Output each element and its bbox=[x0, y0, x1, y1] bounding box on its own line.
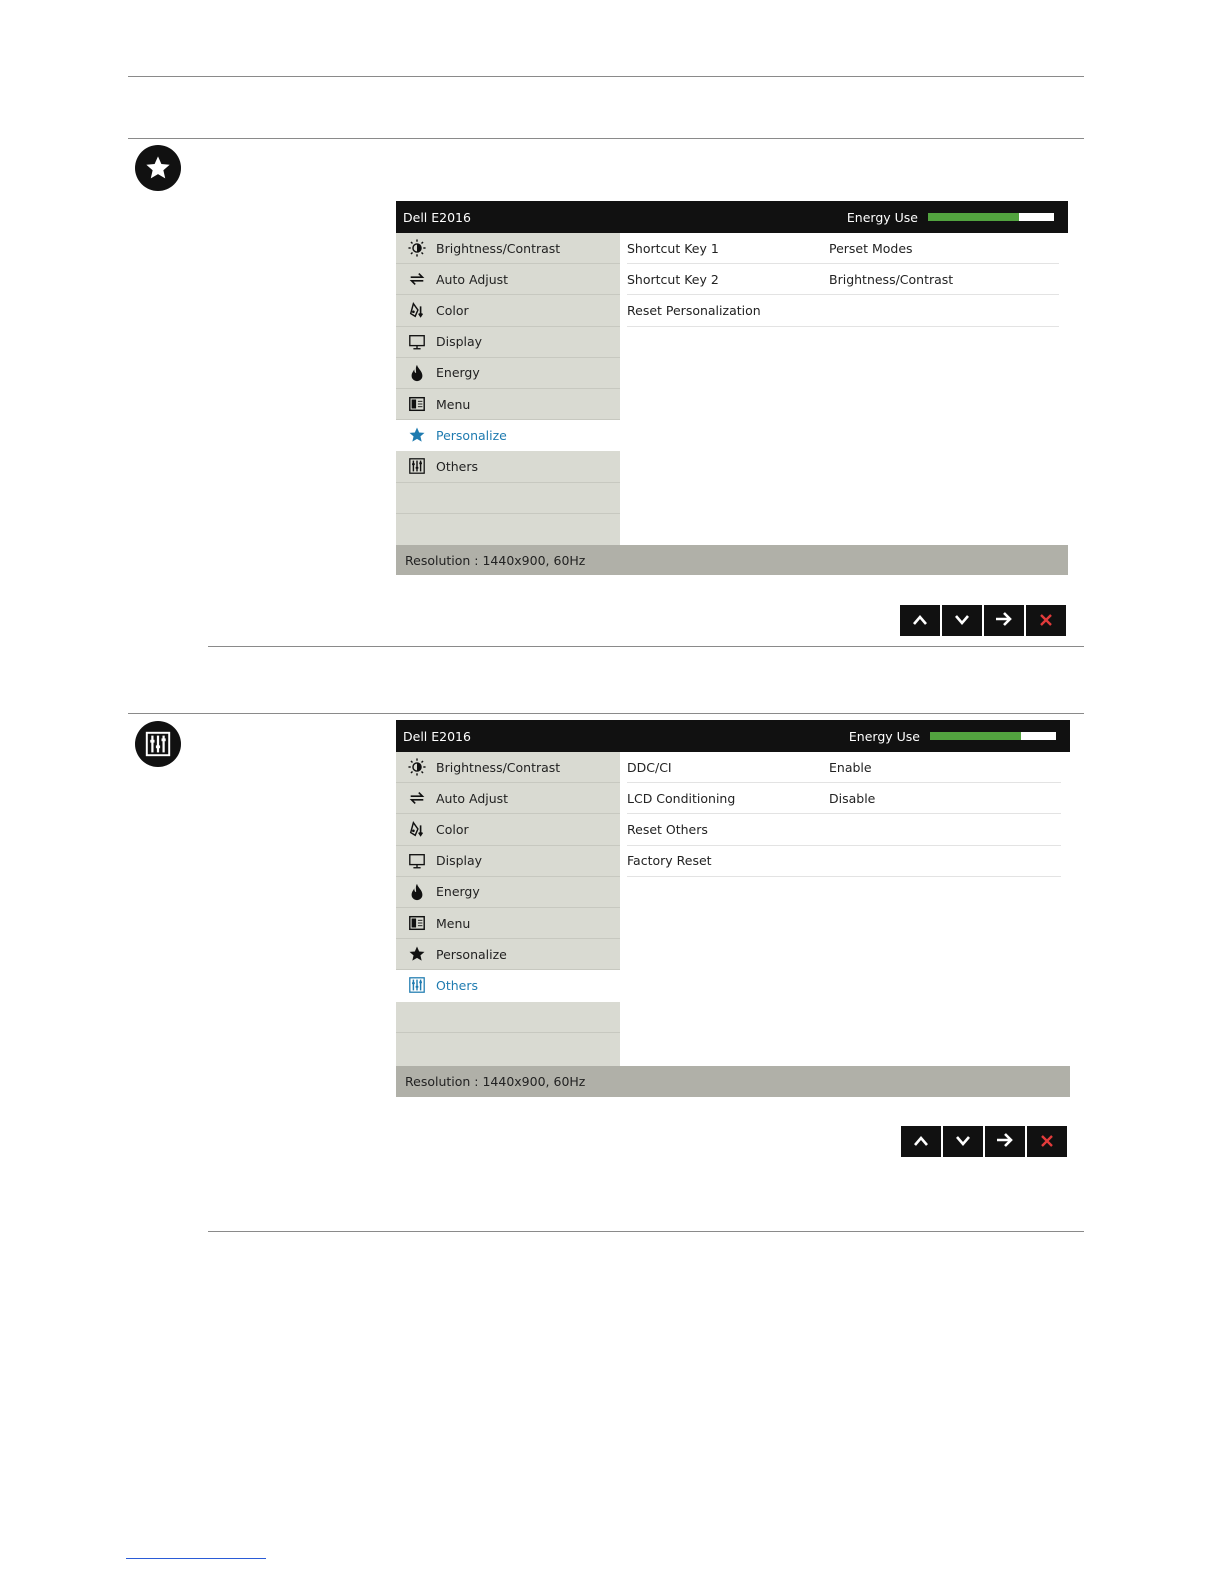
osd-personalize bbox=[396, 201, 1068, 575]
energy-bar bbox=[930, 732, 1056, 740]
section-end-rule bbox=[208, 646, 1084, 647]
menu-item-auto-adjust[interactable]: Auto Adjust bbox=[396, 783, 620, 814]
energy-icon bbox=[407, 363, 427, 383]
display-icon bbox=[407, 332, 427, 352]
energy-bar bbox=[928, 213, 1054, 221]
up-button[interactable] bbox=[901, 1126, 941, 1157]
menu-item-menu[interactable]: Menu bbox=[396, 908, 620, 939]
osd-content bbox=[620, 233, 1068, 545]
right-arrow-icon bbox=[995, 611, 1013, 630]
right-arrow-icon bbox=[996, 1132, 1014, 1151]
color-icon bbox=[407, 819, 427, 839]
close-icon bbox=[1041, 1132, 1053, 1151]
osd-header bbox=[396, 720, 1070, 752]
setting-row-shortcut-key-1[interactable]: Shortcut Key 1 Perset Modes bbox=[627, 233, 1059, 264]
star-icon bbox=[407, 944, 427, 964]
menu-item-menu[interactable]: Menu bbox=[396, 389, 620, 420]
menu-item-empty bbox=[396, 514, 620, 545]
brightness-icon bbox=[407, 757, 427, 777]
menu-item-others[interactable]: Others bbox=[396, 451, 620, 482]
star-icon bbox=[407, 425, 427, 445]
menu-item-empty bbox=[396, 483, 620, 514]
resolution-footer: Resolution : 1440x900, 60Hz bbox=[396, 1066, 1070, 1097]
menu-item-display[interactable]: Display bbox=[396, 327, 620, 358]
color-icon bbox=[407, 300, 427, 320]
energy-label: Energy Use bbox=[848, 728, 920, 744]
menu-item-empty bbox=[396, 1033, 620, 1064]
section-rule-personalize bbox=[128, 138, 1084, 139]
menu-item-others[interactable]: Others bbox=[396, 970, 620, 1001]
up-button[interactable] bbox=[900, 605, 940, 636]
exit-button[interactable] bbox=[1027, 1126, 1067, 1157]
top-rule bbox=[128, 76, 1084, 77]
menu-item-personalize[interactable]: Personalize bbox=[396, 939, 620, 970]
up-icon bbox=[913, 1132, 929, 1151]
menu-item-personalize[interactable]: Personalize bbox=[396, 420, 620, 451]
setting-row-ddc-ci[interactable]: DDC/CI Enable bbox=[627, 752, 1061, 783]
down-icon bbox=[954, 611, 970, 630]
auto-adjust-icon bbox=[407, 788, 427, 808]
energy-indicator bbox=[849, 729, 1056, 744]
osd-menu bbox=[396, 752, 620, 1066]
monitor-model: Dell E2016 bbox=[403, 728, 471, 744]
enter-button[interactable] bbox=[985, 1126, 1025, 1157]
up-icon bbox=[912, 611, 928, 630]
resolution-footer: Resolution : 1440x900, 60Hz bbox=[396, 545, 1068, 575]
others-icon bbox=[407, 975, 427, 995]
exit-button[interactable] bbox=[1026, 605, 1066, 636]
setting-row-shortcut-key-2[interactable]: Shortcut Key 2 Brightness/Contrast bbox=[627, 264, 1059, 295]
menu-icon bbox=[407, 394, 427, 414]
down-button[interactable] bbox=[943, 1126, 983, 1157]
menu-item-color[interactable]: Color bbox=[396, 295, 620, 326]
energy-label: Energy Use bbox=[846, 209, 918, 225]
menu-item-energy[interactable]: Energy bbox=[396, 358, 620, 389]
osd-menu bbox=[396, 233, 620, 545]
menu-item-brightness-contrast[interactable]: Brightness/Contrast bbox=[396, 752, 620, 783]
star-circle-icon bbox=[135, 145, 181, 191]
nav-buttons bbox=[900, 605, 1066, 636]
section-rule-others bbox=[128, 713, 1084, 714]
down-button[interactable] bbox=[942, 605, 982, 636]
display-icon bbox=[407, 851, 427, 871]
osd-others bbox=[396, 720, 1070, 1097]
osd-header bbox=[396, 201, 1068, 233]
auto-adjust-icon bbox=[407, 269, 427, 289]
energy-fill bbox=[930, 732, 1021, 740]
menu-item-display[interactable]: Display bbox=[396, 846, 620, 877]
footer-link-underline bbox=[126, 1558, 266, 1559]
menu-item-energy[interactable]: Energy bbox=[396, 877, 620, 908]
down-icon bbox=[955, 1132, 971, 1151]
section-end-rule bbox=[208, 1231, 1084, 1232]
menu-item-color[interactable]: Color bbox=[396, 814, 620, 845]
menu-icon bbox=[407, 913, 427, 933]
setting-row-lcd-conditioning[interactable]: LCD Conditioning Disable bbox=[627, 783, 1061, 814]
menu-item-auto-adjust[interactable]: Auto Adjust bbox=[396, 264, 620, 295]
energy-indicator bbox=[847, 210, 1054, 225]
monitor-model: Dell E2016 bbox=[403, 209, 471, 225]
setting-row-reset-others[interactable]: Reset Others bbox=[627, 814, 1061, 845]
energy-icon bbox=[407, 882, 427, 902]
enter-button[interactable] bbox=[984, 605, 1024, 636]
others-circle-icon bbox=[135, 721, 181, 767]
others-icon bbox=[407, 456, 427, 476]
osd-content bbox=[620, 752, 1070, 1066]
nav-buttons bbox=[901, 1126, 1067, 1157]
menu-item-brightness-contrast[interactable]: Brightness/Contrast bbox=[396, 233, 620, 264]
close-icon bbox=[1040, 611, 1052, 630]
setting-row-reset-personalization[interactable]: Reset Personalization bbox=[627, 295, 1059, 326]
brightness-icon bbox=[407, 238, 427, 258]
setting-row-factory-reset[interactable]: Factory Reset bbox=[627, 846, 1061, 877]
menu-item-empty bbox=[396, 1002, 620, 1033]
energy-fill bbox=[928, 213, 1019, 221]
